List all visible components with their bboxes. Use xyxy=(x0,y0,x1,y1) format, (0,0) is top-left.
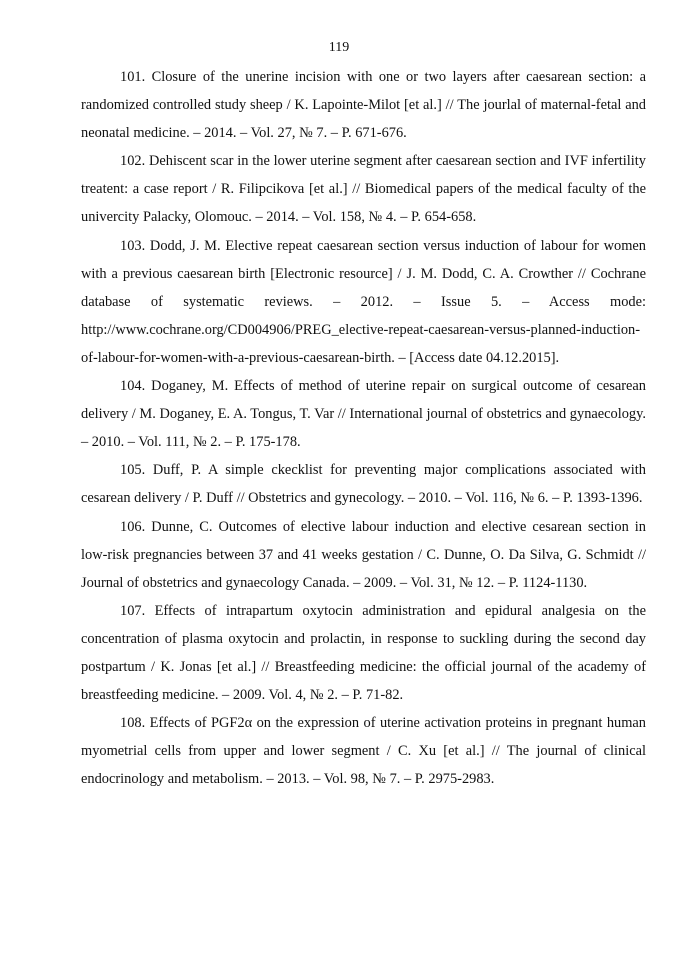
reference-item: 101. Closure of the unerine incision with one or two layers after caesarean section: a randomized controlled study sheep / K. Lapointe-Milot [et al.] // The jourlal of maternal-fetal and neonatal medicine. – 2014. – Vol. 27, № 7. – P. 671-676. xyxy=(81,69,646,142)
reference-item: 103. Dodd, J. M. Elective repeat caesarean section versus induction of labour for women with a previous caesarean birth [Electronic resource] / J. M. Dodd, C. A. Crowther // Cochrane database of systematic reviews. – 2012. – Issue 5. – Access mode: http://www.cochrane.org/CD004906/PREG_elective-repeat-caesarean-versus-planned-induction-of-labour-for-women-with-a-previous-caesarean-birth. – [Access date 04.12.2015]. xyxy=(81,237,646,366)
reference-list xyxy=(81,63,646,793)
reference-item: 105. Duff, P. A simple ckecklist for preventing major complications associated with cesarean delivery / P. Duff // Obstetrics and gynecology. – 2010. – Vol. 116, № 6. – P. 1393-1396. xyxy=(81,462,646,507)
reference-item: 106. Dunne, C. Outcomes of elective labour induction and elective cesarean section in low-risk pregnancies between 37 and 41 weeks gestation / C. Dunne, O. Da Silva, G. Schmidt // Journal of obstetrics and gynaecology Canada. – 2009. – Vol. 31, № 12. – P. 1124-1130. xyxy=(81,518,646,591)
reference-item: 107. Effects of intrapartum oxytocin administration and epidural analgesia on the concentration of plasma oxytocin and prolactin, in response to suckling during the second day postpartum / K. Jonas [et al.] // Breastfeeding medicine: the official journal of the academy of breastfeeding medicine. – 2009. Vol. 4, № 2. – P. 71-82. xyxy=(81,602,646,704)
page-number: 119 xyxy=(328,40,350,55)
reference-item: 102. Dehiscent scar in the lower uterine segment after caesarean section and IVF infertility treatent: a case report / R. Filipcikova [et al.] // Biomedical papers of the medical faculty of the univercity Palacky, Olomouc. – 2014. – Vol. 158, № 4. – P. 654-658. xyxy=(81,153,646,226)
reference-item: 104. Doganey, M. Effects of method of uterine repair on surgical outcome of cesarean delivery / M. Doganey, E. A. Tongus, T. Var // International journal of obstetrics and gynaecology. – 2010. – Vol. 111, № 2. – P. 175-178. xyxy=(81,378,646,451)
reference-item: 108. Effects of PGF2α on the expression of uterine activation proteins in pregnant human myometrial cells from upper and lower segment / C. Xu [et al.] // The journal of clinical endocrinology and metabolism. – 2013. – Vol. 98, № 7. – P. 2975-2983. xyxy=(81,715,646,788)
